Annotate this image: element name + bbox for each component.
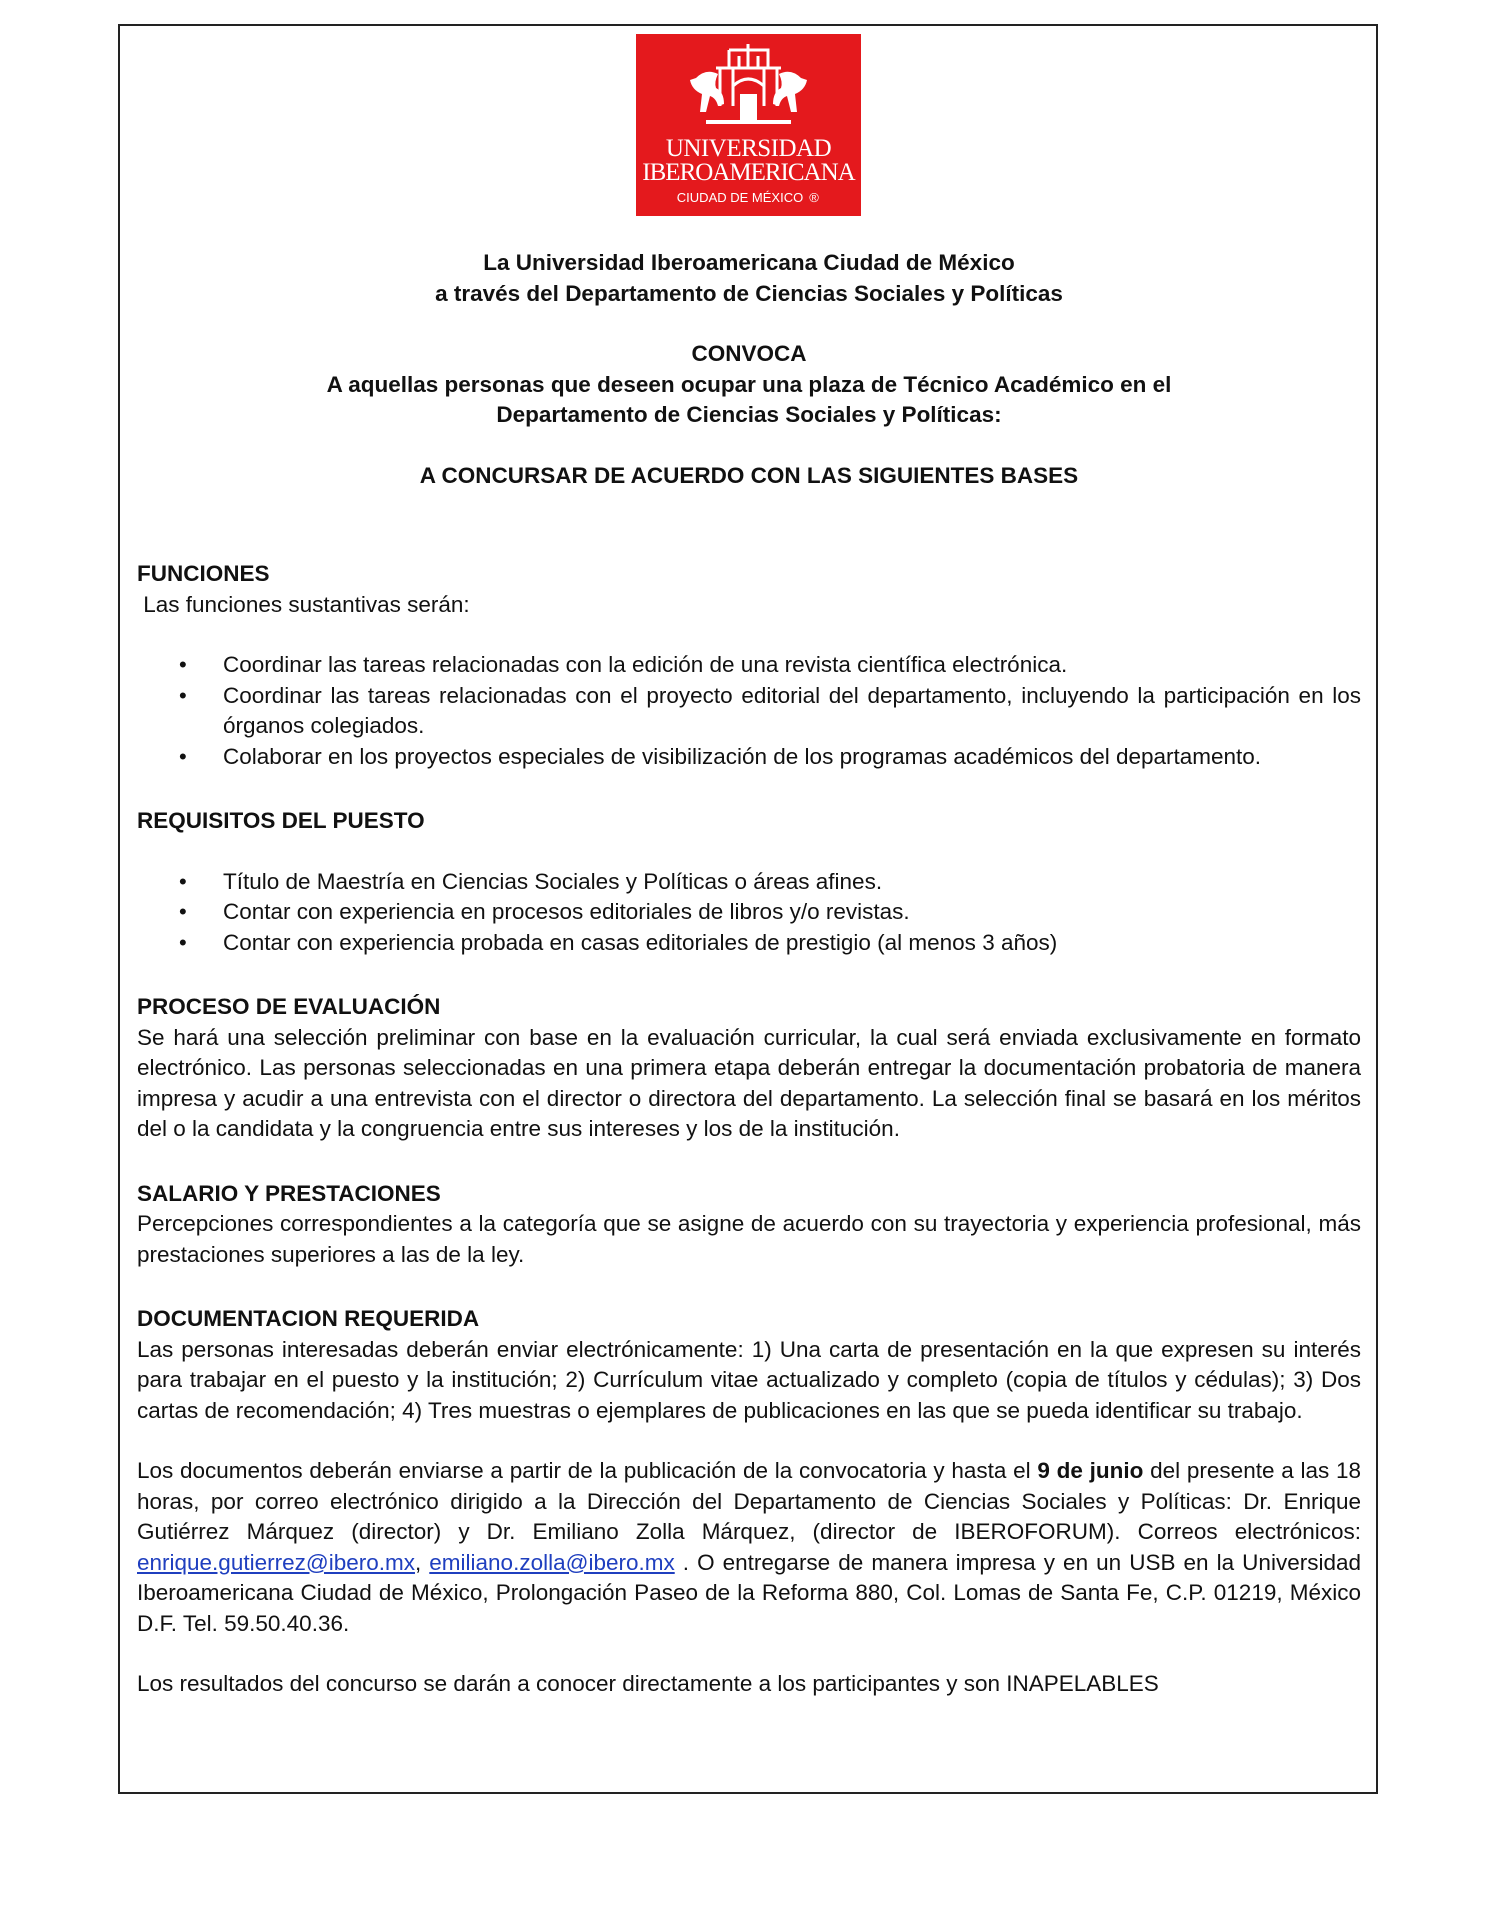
logo-name-line1: UNIVERSIDAD xyxy=(665,135,832,162)
bases-title: A CONCURSAR DE ACUERDO CON LAS SIGUIENTES BASES xyxy=(419,462,1079,488)
document-body xyxy=(137,248,1361,1700)
convoca-title: CONVOCA xyxy=(691,341,807,366)
evaluacion-text: Se hará una selección preliminar con base en la evaluación curricular, la cual será enviada exclusivamente en formato electrónico. Las personas seleccionadas en una primera etapa deberán entregar la documentación probatoria de manera impresa y acudir a una entrevista con el director o directora del departamento. La selección final se basará en los méritos del o la candidata y la congruencia entre sus intereses y los de la institución. xyxy=(137,1024,1361,1141)
document-header xyxy=(137,248,1361,491)
logo-name-line3: CIUDAD DE MÉXICO xyxy=(676,190,804,205)
salario-heading: SALARIO Y PRESTACIONES xyxy=(137,1180,441,1206)
list-item: • Colaborar en los proyectos especiales de visibilización de los programas académicos del departamento. xyxy=(137,742,1361,773)
list-item: • Contar con experiencia probada en casas editoriales de prestigio (al menos 3 años) xyxy=(137,928,1361,959)
list-item: • Coordinar las tareas relacionadas con la edición de una revista científica electrónica. xyxy=(137,650,1361,681)
evaluacion-heading: PROCESO DE EVALUACIÓN xyxy=(137,994,441,1019)
list-item: • Contar con experiencia en procesos editoriales de libros y/o revistas. xyxy=(137,897,1361,928)
requisitos-list xyxy=(137,867,1361,959)
email-link-emiliano[interactable]: emiliano.zolla@ibero.mx xyxy=(429,1549,675,1575)
logo-registered-mark: ® xyxy=(809,190,819,205)
email-separator: , xyxy=(414,1549,430,1575)
header-line-2: a través del Departamento de Ciencias Sociales y Políticas xyxy=(435,280,1063,306)
salario-text: Percepciones correspondientes a la categoría que se asigne de acuerdo con su trayectoria y experiencia profesional, más prestaciones superiores a las de la ley. xyxy=(137,1211,1361,1267)
list-item: • Coordinar las tareas relacionadas con el proyecto editorial del departamento, incluyendo la participación en los órganos colegiados. xyxy=(137,681,1361,742)
funciones-heading: FUNCIONES xyxy=(137,561,270,586)
logo-emblem-icon xyxy=(636,34,861,216)
requisitos-heading: REQUISITOS DEL PUESTO xyxy=(137,808,425,833)
funciones-intro: Las funciones sustantivas serán: xyxy=(137,591,470,617)
header-line-3: A aquellas personas que deseen ocupar una plaza de Técnico Académico en el xyxy=(326,371,1172,397)
resultados-text: Los resultados del concurso se darán a conocer directamente a los participantes y son INAPELABLES xyxy=(137,1671,1159,1696)
envio-part-2: del presente a las 18 horas, por correo electrónico dirigido a la Dirección del Departamento de Ciencias Sociales y Políticas: Dr. Enrique Gutiérrez Márquez (director) y Dr. Emiliano Zolla Márquez, (director de IBEROFORUM). Correos electrónicos: xyxy=(137,1458,1362,1544)
header-line-4: Departamento de Ciencias Sociales y Políticas: xyxy=(496,402,1002,427)
list-item: • Título de Maestría en Ciencias Sociales y Políticas o áreas afines. xyxy=(137,867,1361,898)
documentacion-text: Las personas interesadas deberán enviar electrónicamente: 1) Una carta de presentación en la que expresen su interés para trabajar en el puesto y la institución; 2) Currículum vitae actualizado y completo (copia de títulos y cédulas); 3) Dos cartas de recomendación; 4) Tres muestras o ejemplares de publicaciones en las que se pueda identificar su trabajo. xyxy=(137,1336,1361,1423)
envio-date: 9 de junio xyxy=(1037,1458,1144,1483)
header-line-1: La Universidad Iberoamericana Ciudad de México xyxy=(483,250,1015,275)
university-logo xyxy=(636,34,861,216)
logo-name-line2: IBEROAMERICANA xyxy=(642,159,855,186)
funciones-list xyxy=(137,650,1361,772)
envio-part-1: Los documentos deberán enviarse a partir de la publicación de la convocatoria y hasta el xyxy=(137,1458,1038,1483)
envio-text xyxy=(137,1456,1361,1639)
email-link-enrique[interactable]: enrique.gutierrez@ibero.mx xyxy=(137,1549,415,1575)
envio-part-3: . O entregarse de manera impresa y en un USB en la Universidad Iberoamericana Ciudad de México, Prolongación Paseo de la Reforma 880, Col. Lomas de Santa Fe, C.P. 01219, México D.F. Tel. 59.50.40.36. xyxy=(137,1549,1361,1636)
documentacion-heading: DOCUMENTACION REQUERIDA xyxy=(137,1306,480,1331)
